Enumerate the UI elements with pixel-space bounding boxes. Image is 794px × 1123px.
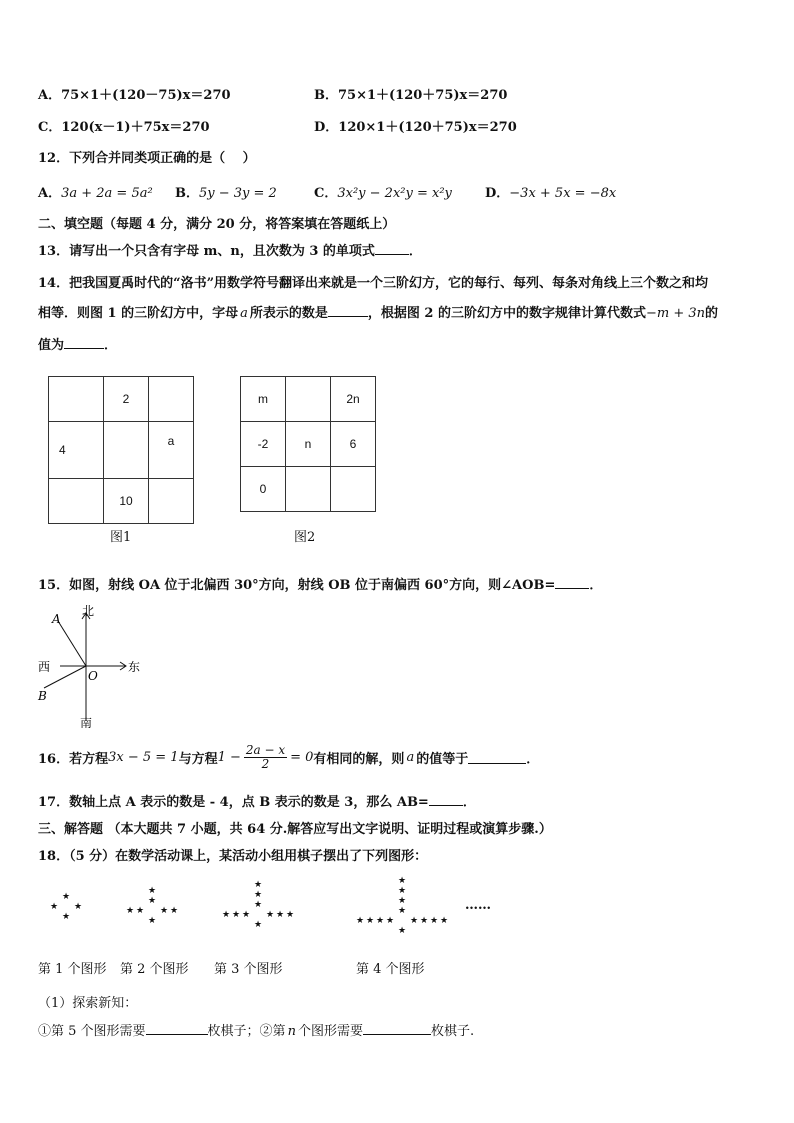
chess-piece-star: ★ (254, 890, 263, 900)
q18-answer-blank-1[interactable] (146, 1022, 208, 1035)
q15-text: 15．如图，射线 OA 位于北偏西 30°方向，射线 OB 位于南偏西 60°方向，则∠AOB= (38, 578, 556, 593)
q12-stem: 12．下列合并同类项正确的是（ ） (38, 151, 256, 166)
q16-var-a: a (406, 750, 415, 766)
q11-option-d: D．120×1＋(120＋75)x＝270 (314, 120, 517, 135)
q18-stem: 18．（5 分）在数学活动课上，某活动小组用棋子摆出了下列图形： (38, 849, 428, 864)
grid2-cell: 2n (331, 377, 376, 422)
label-o: O (88, 669, 98, 683)
label-west: 西 (38, 660, 51, 674)
q18-a-pre: ①第 5 个图形需要 (38, 1024, 146, 1039)
grid2-cell: -2 (241, 422, 286, 467)
q16-frac-num: 2a − x (245, 743, 286, 757)
chess-piece-star: ★ (148, 896, 157, 906)
chess-piece-star: ★ (266, 910, 275, 920)
grid2-cell: m (241, 377, 286, 422)
chess-piece-star: ★ (398, 896, 407, 906)
chess-piece-star: ★ (232, 910, 241, 920)
section-3-heading: 三、解答题 （本大题共 7 小题，共 64 分.解答应写出文字说明、证明过程或演算步骤.） (38, 822, 552, 837)
q18-ellipsis: …… (465, 898, 491, 913)
q18-b-pre: 个图形需要 (297, 1024, 363, 1039)
q14-line2a: 相等．则图 1 的三阶幻方中，字母 (38, 306, 239, 321)
q12-a-label: A． (38, 186, 62, 201)
label-south: 南 (80, 716, 93, 729)
q12-c-label: C． (314, 186, 338, 201)
q18-answer-blank-2[interactable] (363, 1022, 431, 1035)
q16-post: 有相同的解，则 (313, 752, 405, 768)
q16-eq1: 3x − 5 = 1 (108, 750, 179, 766)
grid1-cell: a (149, 422, 194, 479)
q16-mid: 与方程 (178, 752, 218, 768)
q14-var-a: a (240, 306, 248, 321)
chess-piece-star: ★ (398, 906, 407, 916)
chess-piece-star: ★ (398, 926, 407, 936)
q12-b-label: B． (175, 186, 199, 201)
q12-d-expr: −3x + 5x = −8x (509, 186, 617, 201)
q16-pre: 16．若方程 (38, 752, 109, 768)
q18-sub1: （1）探索新知： (38, 996, 138, 1011)
chess-piece-star: ★ (148, 886, 157, 896)
chess-piece-star: ★ (376, 916, 385, 926)
chess-piece-star: ★ (222, 910, 231, 920)
q14-line1: 14．把我国夏禹时代的“洛书”用数学符号翻译出来就是一个三阶幻方，它的每行、每列、每条对角线上三个数之和均 (38, 276, 709, 291)
label-b: B (38, 689, 47, 703)
chess-piece-star: ★ (74, 902, 83, 912)
chess-piece-star: ★ (62, 892, 71, 902)
grid2-cell: 6 (331, 422, 376, 467)
q14-expr: −m + 3n (646, 306, 706, 321)
grid2-cell: n (286, 422, 331, 467)
grid1-cell: 4 (49, 422, 104, 479)
q15-end: ． (589, 578, 603, 593)
q16-frac-den: 2 (261, 757, 270, 772)
chess-piece-star: ★ (366, 916, 375, 926)
label-east: 东 (128, 660, 141, 674)
grid1-caption: 图1 (110, 530, 132, 545)
chess-piece-star: ★ (170, 906, 179, 916)
q18-var-n: n (287, 1024, 296, 1039)
q16-eq2-pre: 1 − (217, 750, 241, 766)
label-a: A (52, 612, 61, 626)
q17-end: ． (462, 795, 476, 810)
q12-b-expr: 5y − 3y = 2 (199, 186, 277, 201)
q14-line3-text: 值为 (38, 338, 65, 353)
chess-piece-star: ★ (148, 916, 157, 926)
q13-text: 13．请写出一个只含有字母 m、n，且次数为 3 的单项式 (38, 244, 375, 259)
section-2-heading: 二、填空题（每题 4 分，满分 20 分，将答案填在答题纸上） (38, 217, 396, 232)
grid1-cell: 2 (104, 377, 149, 422)
fig-label-2: 第 2 个图形 (120, 962, 189, 977)
q18-a-post: 枚棋子；②第 (207, 1024, 286, 1039)
q11-option-b: B．75×1＋(120＋75)x＝270 (314, 88, 508, 103)
chess-piece-star: ★ (276, 910, 285, 920)
grid2-caption: 图2 (294, 530, 316, 545)
fig-label-4: 第 4 个图形 (356, 962, 425, 977)
fig-label-3: 第 3 个图形 (214, 962, 283, 977)
q14-end: ． (104, 338, 118, 353)
chess-piece-star: ★ (62, 912, 71, 922)
chess-piece-star: ★ (386, 916, 395, 926)
q16-post2: 的值等于 (416, 752, 469, 768)
chess-piece-star: ★ (254, 880, 263, 890)
chess-piece-star: ★ (136, 906, 145, 916)
chess-piece-star: ★ (160, 906, 169, 916)
q17-text: 17．数轴上点 A 表示的数是 - 4，点 B 表示的数是 3，那么 AB= (38, 795, 429, 810)
q18-b-post: 枚棋子. (430, 1024, 475, 1039)
q16-end: ． (526, 752, 540, 768)
grid2-cell: 0 (241, 467, 286, 512)
q14-line2c: ，根据图 2 的三阶幻方中的数字规律计算代数式 (367, 306, 646, 321)
fig-label-1: 第 1 个图形 (38, 962, 107, 977)
q12-a-expr: 3a + 2a = 5a² (61, 186, 153, 201)
chess-piece-star: ★ (254, 900, 263, 910)
grid1-cell: 10 (104, 479, 149, 524)
chess-piece-star: ★ (242, 910, 251, 920)
q14-line2b: 所表示的数是 (249, 306, 328, 321)
chess-piece-star: ★ (398, 876, 407, 886)
q12-c-expr: 3x²y − 2x²y = x²y (337, 186, 452, 201)
q11-option-a: A．75×1＋(120－75)x＝270 (38, 88, 231, 103)
q11-option-c: C．120(x－1)＋75x＝270 (38, 120, 210, 135)
label-north: 北 (82, 604, 95, 618)
q14-line2d: 的 (705, 306, 719, 321)
chess-piece-star: ★ (440, 916, 449, 926)
chess-piece-star: ★ (356, 916, 365, 926)
chess-piece-star: ★ (126, 906, 135, 916)
chess-piece-star: ★ (398, 886, 407, 896)
chess-piece-star: ★ (410, 916, 419, 926)
chess-piece-star: ★ (286, 910, 295, 920)
q16-eq2-post: = 0 (290, 750, 314, 766)
chess-piece-star: ★ (50, 902, 59, 912)
q13-end: ． (408, 244, 422, 259)
chess-piece-star: ★ (420, 916, 429, 926)
chess-piece-star: ★ (254, 920, 263, 930)
q18-sub1-questions (38, 1020, 474, 1039)
chess-piece-star: ★ (430, 916, 439, 926)
q12-d-label: D． (485, 186, 510, 201)
